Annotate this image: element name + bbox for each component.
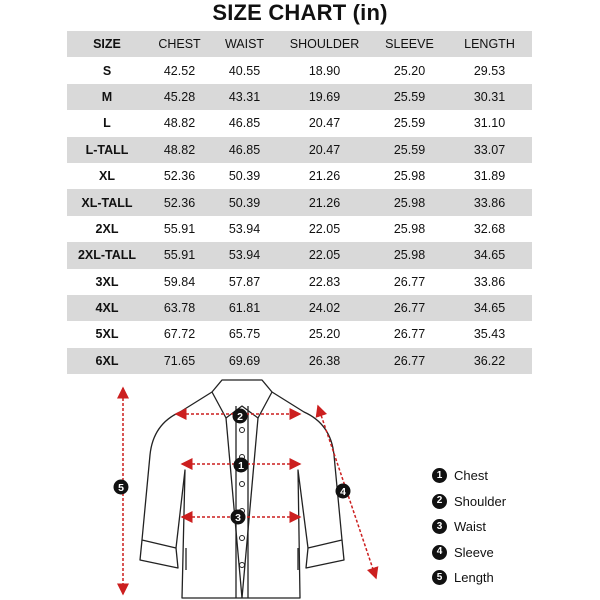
cell-sleeve: 25.59 xyxy=(372,137,447,163)
cell-sleeve: 26.77 xyxy=(372,295,447,321)
cell-waist: 69.69 xyxy=(212,348,277,374)
cell-size: 2XL xyxy=(95,221,119,236)
cell-length: 30.31 xyxy=(447,84,532,110)
shirt-measurement-diagram xyxy=(0,375,600,600)
legend-item-chest xyxy=(432,463,506,489)
cell-waist: 53.94 xyxy=(228,221,261,236)
header-size: SIZE xyxy=(67,31,147,57)
cell-size: M xyxy=(67,84,147,110)
measurement-legend xyxy=(432,463,506,591)
cell-waist: 43.31 xyxy=(212,84,277,110)
cell-length: 34.65 xyxy=(447,295,532,321)
cell-chest: 55.91 xyxy=(147,242,212,268)
legend-number: 1 xyxy=(432,468,447,483)
cell-waist: 57.87 xyxy=(228,274,261,289)
svg-text:1: 1 xyxy=(238,459,244,472)
cell-chest: 67.72 xyxy=(163,327,196,342)
cell-sleeve: 25.59 xyxy=(372,84,447,110)
cell-sleeve: 25.98 xyxy=(393,221,426,236)
svg-text:2: 2 xyxy=(237,410,243,423)
cell-length: 33.86 xyxy=(473,274,506,289)
table-row xyxy=(67,321,532,347)
cell-shoulder: 19.69 xyxy=(277,84,372,110)
cell-waist: 50.39 xyxy=(212,189,277,215)
table-row xyxy=(67,137,532,163)
cell-sleeve: 25.98 xyxy=(372,189,447,215)
cell-size: L-TALL xyxy=(67,137,147,163)
marker-2 xyxy=(233,409,248,424)
cell-shoulder: 21.26 xyxy=(277,189,372,215)
legend-number: 4 xyxy=(432,545,447,560)
table-row xyxy=(67,216,532,242)
cell-sleeve: 26.77 xyxy=(393,327,426,342)
table-row xyxy=(67,269,532,295)
cell-size: 2XL-TALL xyxy=(67,242,147,268)
header-length: LENGTH xyxy=(447,31,532,57)
cell-length: 31.10 xyxy=(473,116,506,131)
cell-shoulder: 22.05 xyxy=(308,221,341,236)
cell-length: 36.22 xyxy=(447,348,532,374)
cell-size: 6XL xyxy=(67,348,147,374)
table-row xyxy=(67,110,532,136)
legend-label: Waist xyxy=(454,519,487,535)
legend-number: 3 xyxy=(432,519,447,534)
table-row xyxy=(67,84,532,110)
table-row xyxy=(67,163,532,189)
cell-waist: 46.85 xyxy=(228,116,261,131)
svg-text:3: 3 xyxy=(235,511,241,524)
cell-size: 3XL xyxy=(95,274,119,289)
cell-sleeve: 25.20 xyxy=(393,63,426,78)
cell-shoulder: 25.20 xyxy=(308,327,341,342)
cell-waist: 46.85 xyxy=(212,137,277,163)
table-row xyxy=(67,57,532,83)
cell-size: 4XL xyxy=(67,295,147,321)
svg-text:4: 4 xyxy=(340,485,346,498)
cell-shoulder: 22.83 xyxy=(308,274,341,289)
cell-sleeve: 26.77 xyxy=(393,274,426,289)
cell-size: XL-TALL xyxy=(67,189,147,215)
cell-chest: 55.91 xyxy=(163,221,196,236)
marker-5 xyxy=(114,480,129,495)
header-shoulder: SHOULDER xyxy=(277,31,372,57)
cell-size: XL xyxy=(99,169,115,184)
cell-shoulder: 18.90 xyxy=(308,63,341,78)
cell-size: 5XL xyxy=(95,327,119,342)
cell-shoulder: 20.47 xyxy=(308,116,341,131)
cell-sleeve: 25.59 xyxy=(393,116,426,131)
legend-label: Sleeve xyxy=(454,544,494,560)
legend-item-waist xyxy=(432,514,506,540)
cell-waist: 61.81 xyxy=(212,295,277,321)
cell-shoulder: 26.38 xyxy=(277,348,372,374)
legend-item-sleeve xyxy=(432,540,506,566)
cell-shoulder: 24.02 xyxy=(277,295,372,321)
cell-sleeve: 26.77 xyxy=(372,348,447,374)
cell-chest: 63.78 xyxy=(147,295,212,321)
cell-length: 35.43 xyxy=(473,327,506,342)
cell-size: S xyxy=(102,63,112,78)
cell-size: L xyxy=(103,116,111,131)
cell-chest: 52.36 xyxy=(147,189,212,215)
cell-chest: 48.82 xyxy=(163,116,196,131)
header-chest: CHEST xyxy=(147,31,212,57)
marker-1 xyxy=(234,458,249,473)
cell-waist: 53.94 xyxy=(212,242,277,268)
cell-shoulder: 21.26 xyxy=(308,169,341,184)
chart-title: SIZE CHART (in) xyxy=(212,0,388,25)
cell-length: 31.89 xyxy=(473,169,506,184)
cell-shoulder: 22.05 xyxy=(277,242,372,268)
legend-item-shoulder xyxy=(432,489,506,515)
cell-length: 33.86 xyxy=(447,189,532,215)
size-table xyxy=(67,31,532,374)
table-row xyxy=(67,295,532,321)
table-body xyxy=(67,57,532,374)
cell-chest: 42.52 xyxy=(163,63,196,78)
legend-label: Length xyxy=(454,570,494,586)
legend-label: Shoulder xyxy=(454,493,507,509)
cell-chest: 52.36 xyxy=(163,169,196,184)
cell-waist: 40.55 xyxy=(228,63,261,78)
header-sleeve: SLEEVE xyxy=(372,31,447,57)
cell-length: 34.65 xyxy=(447,242,532,268)
shirt-buttons xyxy=(240,428,245,568)
cell-chest: 48.82 xyxy=(147,137,212,163)
cell-waist: 65.75 xyxy=(228,327,261,342)
cell-waist: 50.39 xyxy=(228,169,261,184)
table-row xyxy=(67,189,532,215)
marker-3 xyxy=(231,510,246,525)
cell-length: 29.53 xyxy=(473,63,506,78)
table-row xyxy=(67,348,532,374)
cell-chest: 59.84 xyxy=(163,274,196,289)
cell-sleeve: 25.98 xyxy=(372,242,447,268)
table-header-row xyxy=(67,31,532,57)
legend-label: Chest xyxy=(454,468,488,484)
legend-number: 2 xyxy=(432,494,447,509)
cell-chest: 71.65 xyxy=(147,348,212,374)
cell-length: 32.68 xyxy=(473,221,506,236)
cell-sleeve: 25.98 xyxy=(393,169,426,184)
legend-number: 5 xyxy=(432,570,447,585)
header-waist: WAIST xyxy=(212,31,277,57)
svg-text:5: 5 xyxy=(118,481,124,494)
marker-4 xyxy=(336,484,351,499)
table-row xyxy=(67,242,532,268)
cell-length: 33.07 xyxy=(447,137,532,163)
cell-shoulder: 20.47 xyxy=(277,137,372,163)
cell-chest: 45.28 xyxy=(147,84,212,110)
legend-item-length xyxy=(432,565,506,591)
